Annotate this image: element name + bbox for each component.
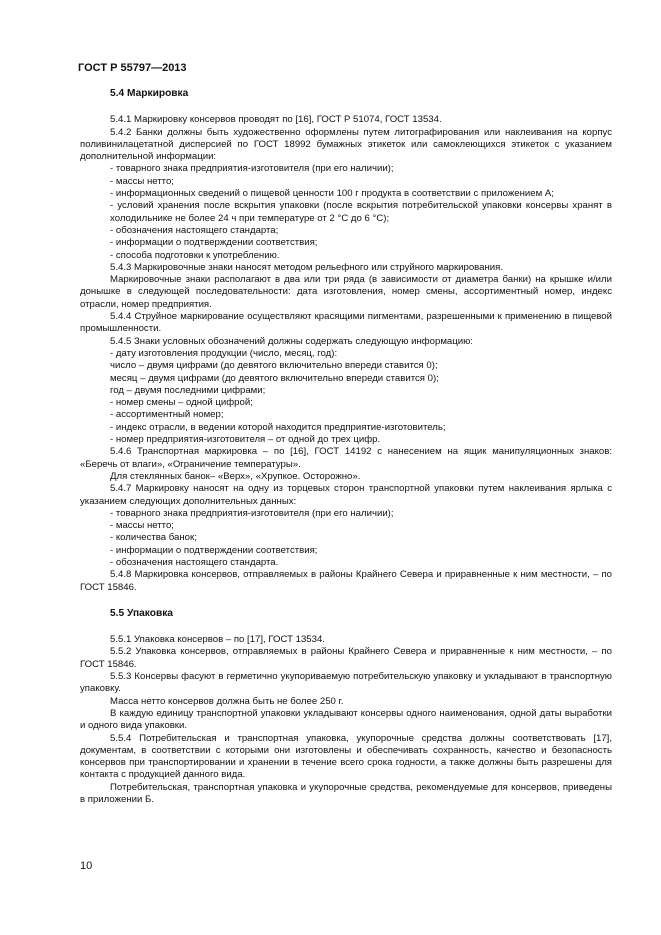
- list-item: - массы нетто;: [110, 175, 174, 187]
- list-item: - массы нетто;: [110, 520, 174, 532]
- list-item: месяц – двумя цифрами (до девятого включительно впереди ставится 0);: [110, 372, 439, 384]
- section-heading-packaging: 5.5 Упаковка: [110, 607, 173, 619]
- list-item: - ассортиментный номер;: [110, 409, 224, 421]
- paragraph-5-5-3-mass: Масса нетто консервов должна быть не более 250 г.: [110, 695, 344, 707]
- paragraph-5-4-8: 5.4.8 Маркировка консервов, отправляемых в районы Крайнего Севера и приравненные к ним местности, – по ГОСТ 15846.: [80, 569, 612, 593]
- paragraph-5-5-4-cont: Потребительская, транспортная упаковка и укупорочные средства, рекомендуемые для консервов, приведены в приложении Б.: [80, 781, 612, 806]
- list-item: - номер смены – одной цифрой;: [110, 397, 253, 409]
- list-item: - способа подготовки к употреблению.: [110, 249, 280, 261]
- paragraph-5-4-2: 5.4.2 Банки должны быть художественно оформлены путем литографирования или наклеивания на корпус поливинилацетатной дисперсией по ГОСТ 18992 бумажных этикеток или самоклеющихся этикеток с указанием дополнительной информации:: [80, 126, 612, 163]
- paragraph-5-5-3: 5.5.3 Консервы фасуют в герметично укупориваемую потребительскую упаковку и укладывают в транспортную упаковку.: [80, 671, 612, 695]
- paragraph-5-5-2: 5.5.2 Упаковка консервов, отправляемых в районы Крайнего Севера и приравненные к ним местности, – по ГОСТ 15846.: [80, 646, 612, 670]
- list-item: - информационных сведений о пищевой ценности 100 г продукта в соответствии с приложением А;: [110, 188, 554, 200]
- paragraph-5-5-4: 5.5.4 Потребительская и транспортная упаковка, укупорочные средства должны соответствовать [17], документам, в соответствии с которыми они изготовлены и обеспечивать сохранность, качество и безопасность консервов при транспортировании и хранении в течение всего срока годности, а также должны быть разрешены для контакта с продукцией данного вида.: [80, 732, 612, 781]
- paragraph-5-4-5: 5.4.5 Знаки условных обозначений должны содержать следующую информацию:: [110, 335, 473, 347]
- list-item: - товарного знака предприятия-изготовителя (при его наличии);: [110, 163, 394, 175]
- paragraph-5-4-6: 5.4.6 Транспортная маркировка – по [16], ГОСТ 14192 с нанесением на ящик манипуляционных знаков: «Беречь от влаги», «Ограничение температуры».: [80, 446, 612, 470]
- list-item: - обозначения настоящего стандарта;: [110, 224, 279, 236]
- paragraph-5-4-3: 5.4.3 Маркировочные знаки наносят методом рельефного или струйного маркирования.: [110, 261, 504, 273]
- list-item: - информации о подтверждении соответствия;: [110, 237, 318, 249]
- paragraph-5-4-3-cont: Маркировочные знаки располагают в два или три ряда (в зависимости от диаметра банки) на крышке и/или донышке в следующей последовательности: дата изготовления, номер смены, ассортиментный номер, индекс отрасли, номер предприятия.: [80, 274, 612, 310]
- list-item-storage-conditions: - условий хранения после вскрытия упаковки (после вскрытия потребительской упаковки консервы хранят в холодильнике не более 24 ч при температуре от 2 °С до 6 °С);: [110, 200, 612, 224]
- paragraph-5-4-1: 5.4.1 Маркировку консервов проводят по [16], ГОСТ Р 51074, ГОСТ 13534.: [110, 114, 442, 126]
- list-item: - номер предприятия-изготовителя – от одной до трех цифр.: [110, 434, 381, 446]
- list-item: - информации о подтверждении соответствия;: [110, 544, 318, 556]
- paragraph-5-5-1: 5.5.1 Упаковка консервов – по [17], ГОСТ 13534.: [110, 634, 325, 646]
- list-item: - товарного знака предприятия-изготовителя (при его наличии);: [110, 507, 394, 519]
- paragraph-5-5-3-cont: В каждую единицу транспортной упаковки укладывают консервы одного наименования, одной даты выработки и одного вида упаковки.: [80, 707, 612, 732]
- list-item: - количества банок;: [110, 532, 197, 544]
- list-item: - обозначения настоящего стандарта.: [110, 556, 279, 568]
- list-item: число – двумя цифрами (до девятого включительно впереди ставится 0);: [110, 360, 438, 372]
- document-header: ГОСТ Р 55797—2013: [78, 62, 187, 74]
- list-item: - индекс отрасли, в ведении которой находится предприятие-изготовитель;: [110, 421, 446, 433]
- paragraph-5-4-4: 5.4.4 Струйное маркирование осуществляют красящими пигментами, разрешенными к применению в пищевой промышленности.: [80, 311, 612, 335]
- list-item: - дату изготовления продукции (число, месяц, год):: [110, 347, 338, 359]
- list-item: год – двумя последними цифрами;: [110, 384, 266, 396]
- paragraph-5-4-6-cont: Для стеклянных банок– «Верх», «Хрупкое. Осторожно».: [110, 470, 361, 482]
- paragraph-5-4-7: 5.4.7 Маркировку наносят на одну из торцевых сторон транспортной упаковки путем наклеивания ярлыка с указанием следующих дополнительных данных:: [80, 483, 612, 507]
- section-heading-marking: 5.4 Маркировка: [110, 88, 189, 99]
- page-number: 10: [80, 860, 93, 872]
- document-body: [80, 88, 612, 806]
